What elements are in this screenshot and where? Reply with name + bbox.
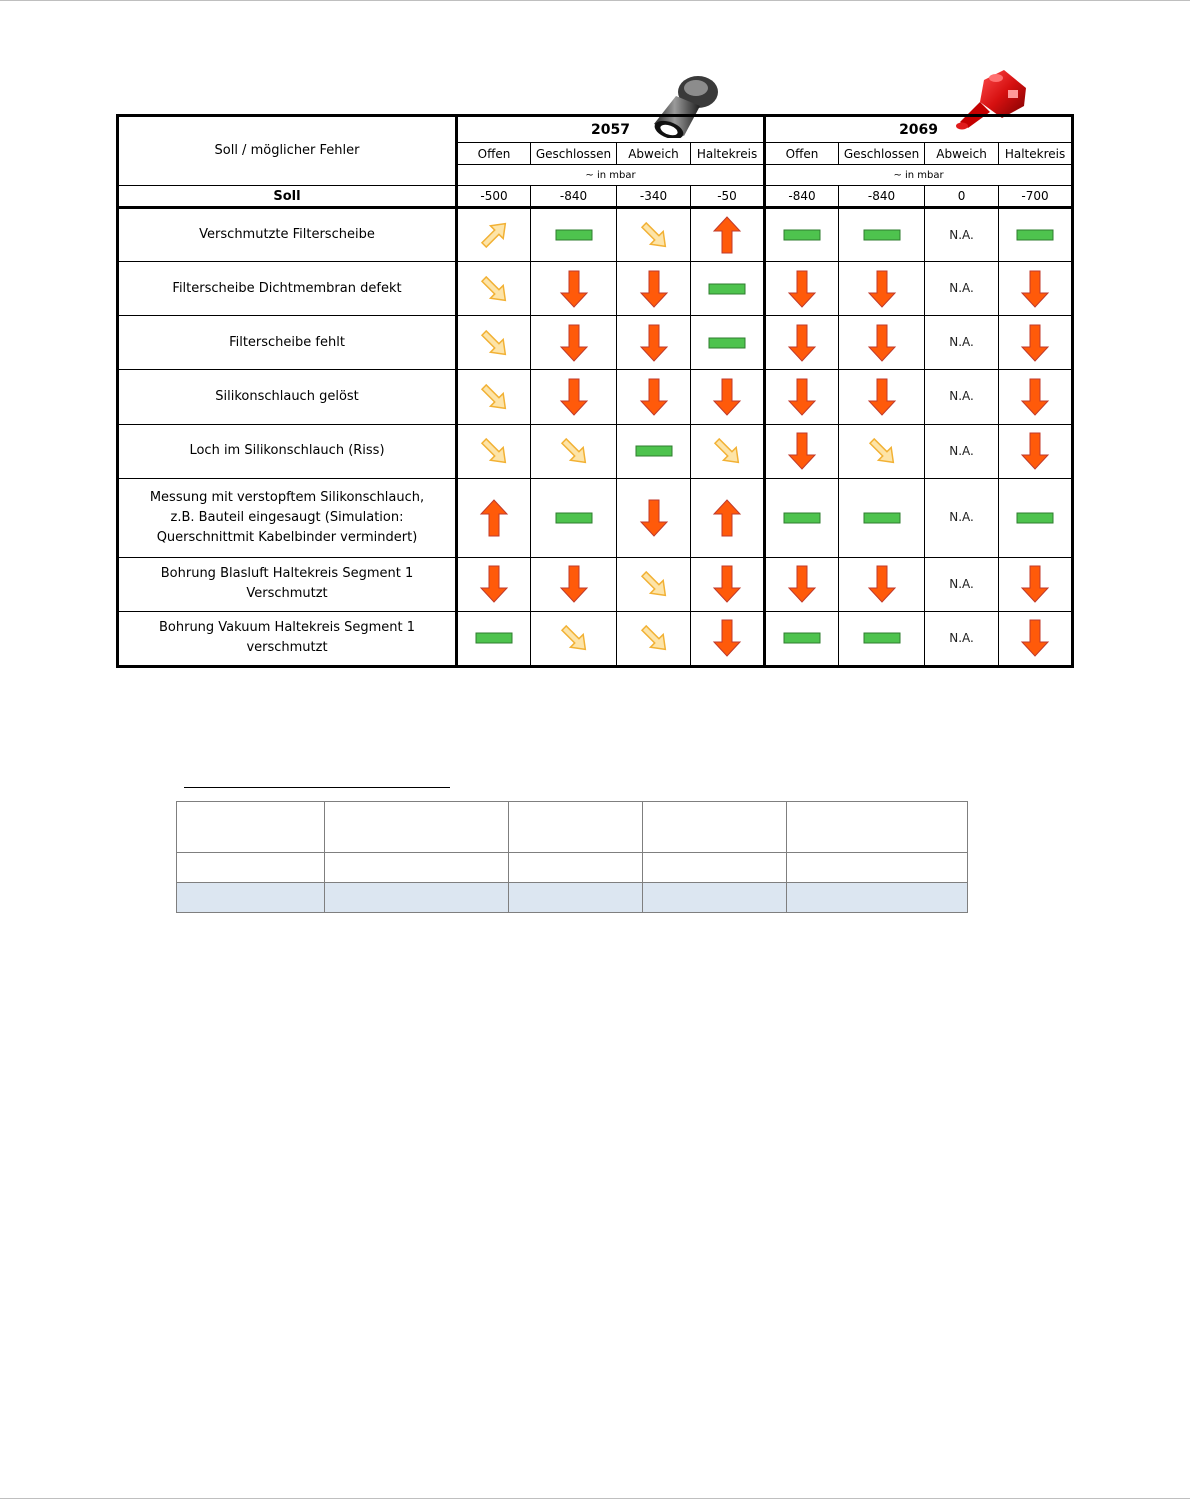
summary-shaded-cell [177,883,325,913]
summary-cell [509,853,643,883]
matrix-row [118,611,1073,666]
equal-bar-icon [707,269,747,309]
cell-2057-haltekreis [691,262,765,316]
group-2069-title: 2069 [765,116,1073,143]
cell-2069-offen [765,478,839,557]
arrow-down-icon [1015,618,1055,658]
arrow-down-right-icon [634,564,674,604]
label-header: Soll / möglicher Fehler [214,143,360,159]
cell-2069-haltekreis [999,424,1073,478]
row-label-line: Verschmutzte Filterscheibe [199,227,375,243]
matrix-row [118,262,1073,316]
arrow-up-icon [707,215,747,255]
row-label [118,478,457,557]
arrow-down-right-icon [474,377,514,417]
cell-2057-haltekreis [691,370,765,424]
arrow-down-icon [707,564,747,604]
cell-2057-offen [457,208,531,262]
cell-2069-haltekreis [999,262,1073,316]
arrow-down-icon [862,377,902,417]
not-applicable-label: N.A. [949,227,974,242]
cell-2057-offen [457,370,531,424]
cell-2069-offen [765,316,839,370]
cell-2057-geschlossen [531,370,617,424]
cell-2069-abweich [925,557,999,611]
equal-bar-icon [1015,215,1055,255]
equal-bar-icon [634,431,674,471]
arrow-down-icon [554,377,594,417]
unit-2069: ~ in mbar [765,165,1073,186]
arrow-down-icon [707,377,747,417]
arrow-down-icon [554,323,594,363]
matrix-row [118,424,1073,478]
arrow-down-icon [634,323,674,363]
arrow-down-right-icon [554,618,594,658]
row-label-line: Verschmutzt [246,586,328,602]
not-applicable-label: N.A. [949,576,974,591]
equal-bar-icon [782,618,822,658]
cell-2069-geschlossen [839,370,925,424]
cell-2057-offen [457,557,531,611]
col-2069-haltekreis: Haltekreis [999,143,1073,165]
cell-2057-haltekreis [691,557,765,611]
summary-shaded-cell [325,883,509,913]
cell-2069-geschlossen [839,424,925,478]
soll-2069-geschlossen: -840 [839,186,925,208]
arrow-down-icon [474,564,514,604]
summary-cell [643,853,787,883]
arrow-up-icon [707,498,747,538]
cell-2069-abweich [925,316,999,370]
row-label [118,611,457,666]
not-applicable-label: N.A. [949,443,974,458]
soll-label: Soll [118,186,457,208]
arrow-down-right-icon [862,431,902,471]
cell-2057-abweich [617,262,691,316]
cell-2057-abweich [617,424,691,478]
soll-2057-abweich: -340 [617,186,691,208]
cell-2057-geschlossen [531,316,617,370]
col-2057-geschlossen: Geschlossen [531,143,617,165]
equal-bar-icon [862,498,902,538]
equal-bar-icon [782,498,822,538]
not-applicable-label: N.A. [949,630,974,645]
cell-2057-geschlossen [531,208,617,262]
label-header-cell [118,116,457,186]
equal-bar-icon [782,215,822,255]
summary-shaded-cell [643,883,787,913]
equal-bar-icon [554,215,594,255]
summary-header-cell [643,802,787,853]
arrow-down-icon [1015,431,1055,471]
row-label-line: z.B. Bauteil eingesaugt (Simulation: [170,509,404,525]
row-label-line: Silikonschlauch gelöst [215,388,359,404]
soll-2057-offen: -500 [457,186,531,208]
col-2069-offen: Offen [765,143,839,165]
equal-bar-icon [1015,498,1055,538]
row-label-line: verschmutzt [246,640,328,656]
matrix-row [118,208,1073,262]
group-2057-title: 2057 [457,116,765,143]
arrow-down-icon [554,269,594,309]
arrow-down-icon [782,377,822,417]
summary-cell [787,853,968,883]
col-2057-haltekreis: Haltekreis [691,143,765,165]
cell-2057-abweich [617,557,691,611]
cell-2069-haltekreis [999,370,1073,424]
summary-header-cell [177,802,325,853]
arrow-down-icon [1015,269,1055,309]
cell-2057-offen [457,611,531,666]
matrix-row [118,557,1073,611]
cell-2069-abweich [925,424,999,478]
page-top-edge [0,0,1190,1]
equal-bar-icon [707,323,747,363]
matrix-row [118,316,1073,370]
arrow-down-icon [1015,564,1055,604]
cell-2069-abweich [925,208,999,262]
cell-2057-abweich [617,478,691,557]
summary-header-cell [787,802,968,853]
cell-2069-haltekreis [999,208,1073,262]
row-label [118,208,457,262]
equal-bar-icon [862,618,902,658]
empty-summary-table [176,801,968,913]
cell-2069-abweich [925,370,999,424]
summary-cell [177,853,325,883]
soll-2057-haltekreis: -50 [691,186,765,208]
cell-2057-haltekreis [691,208,765,262]
arrow-down-icon [862,269,902,309]
soll-2069-offen: -840 [765,186,839,208]
row-label-line: Filterscheibe Dichtmembran defekt [172,280,402,296]
summary-header-cell [509,802,643,853]
arrow-down-icon [782,269,822,309]
arrow-down-icon [634,269,674,309]
arrow-down-icon [782,431,822,471]
cell-2069-abweich [925,478,999,557]
arrow-down-icon [554,564,594,604]
cell-2057-haltekreis [691,611,765,666]
cell-2057-geschlossen [531,611,617,666]
arrow-down-right-icon [474,269,514,309]
matrix-row [118,370,1073,424]
arrow-down-icon [1015,377,1055,417]
col-2057-abweich: Abweich [617,143,691,165]
cell-2069-haltekreis [999,316,1073,370]
arrow-down-right-icon [474,431,514,471]
row-label-line: Messung mit verstopftem Silikonschlauch, [149,489,425,505]
cell-2057-offen [457,262,531,316]
equal-bar-icon [554,498,594,538]
cell-2057-abweich [617,208,691,262]
cell-2069-geschlossen [839,316,925,370]
cell-2069-offen [765,611,839,666]
cell-2057-geschlossen [531,478,617,557]
equal-bar-icon [474,618,514,658]
cell-2057-offen [457,424,531,478]
not-applicable-label: N.A. [949,335,974,350]
arrow-down-icon [862,323,902,363]
cell-2069-offen [765,208,839,262]
row-label [118,316,457,370]
arrow-up-icon [474,498,514,538]
row-label-line: Filterscheibe fehlt [229,334,345,350]
cell-2069-geschlossen [839,611,925,666]
col-2069-abweich: Abweich [925,143,999,165]
cell-2057-offen [457,478,531,557]
cell-2057-geschlossen [531,424,617,478]
matrix-row [118,478,1073,557]
row-label-line: Bohrung Vakuum Haltekreis Segment 1 [158,620,416,636]
arrow-down-right-icon [634,618,674,658]
row-label [118,557,457,611]
arrow-down-right-icon [474,323,514,363]
cell-2057-abweich [617,611,691,666]
cell-2057-haltekreis [691,424,765,478]
arrow-down-right-icon [554,431,594,471]
unit-2057: ~ in mbar [457,165,765,186]
cell-2069-geschlossen [839,262,925,316]
not-applicable-label: N.A. [949,510,974,525]
summary-cell [325,853,509,883]
cell-2069-haltekreis [999,611,1073,666]
cell-2057-offen [457,316,531,370]
cell-2069-offen [765,557,839,611]
soll-2057-geschlossen: -840 [531,186,617,208]
arrow-down-icon [1015,323,1055,363]
arrow-down-icon [862,564,902,604]
row-label [118,424,457,478]
not-applicable-label: N.A. [949,389,974,404]
cell-2057-geschlossen [531,557,617,611]
cell-2069-offen [765,262,839,316]
arrow-down-icon [782,564,822,604]
cell-2057-geschlossen [531,262,617,316]
summary-shaded-cell [787,883,968,913]
row-label-line: Loch im Silikonschlauch (Riss) [189,443,385,459]
cell-2069-haltekreis [999,557,1073,611]
row-label-line: Querschnittmit Kabelbinder vermindert) [156,529,418,545]
arrow-up-right-icon [474,215,514,255]
page-bottom-edge [0,1498,1190,1499]
soll-2069-abweich: 0 [925,186,999,208]
cell-2069-haltekreis [999,478,1073,557]
cell-2069-geschlossen [839,208,925,262]
col-2057-offen: Offen [457,143,531,165]
cell-2057-haltekreis [691,316,765,370]
col-2069-geschlossen: Geschlossen [839,143,925,165]
arrow-down-icon [634,377,674,417]
soll-2069-haltekreis: -700 [999,186,1073,208]
row-label [118,262,457,316]
equal-bar-icon [862,215,902,255]
not-applicable-label: N.A. [949,281,974,296]
arrow-down-icon [634,498,674,538]
cell-2069-abweich [925,262,999,316]
row-label-line: Bohrung Blasluft Haltekreis Segment 1 [160,566,414,582]
row-label [118,370,457,424]
arrow-down-right-icon [707,431,747,471]
cell-2069-geschlossen [839,557,925,611]
arrow-down-icon [782,323,822,363]
arrow-down-icon [707,618,747,658]
cell-2069-offen [765,370,839,424]
cell-2057-abweich [617,370,691,424]
summary-shaded-cell [509,883,643,913]
error-matrix-table [116,114,1074,668]
cell-2069-abweich [925,611,999,666]
cell-2069-geschlossen [839,478,925,557]
arrow-down-right-icon [634,215,674,255]
section-heading-underline [184,787,450,788]
cell-2069-offen [765,424,839,478]
cell-2057-haltekreis [691,478,765,557]
summary-header-cell [325,802,509,853]
cell-2057-abweich [617,316,691,370]
